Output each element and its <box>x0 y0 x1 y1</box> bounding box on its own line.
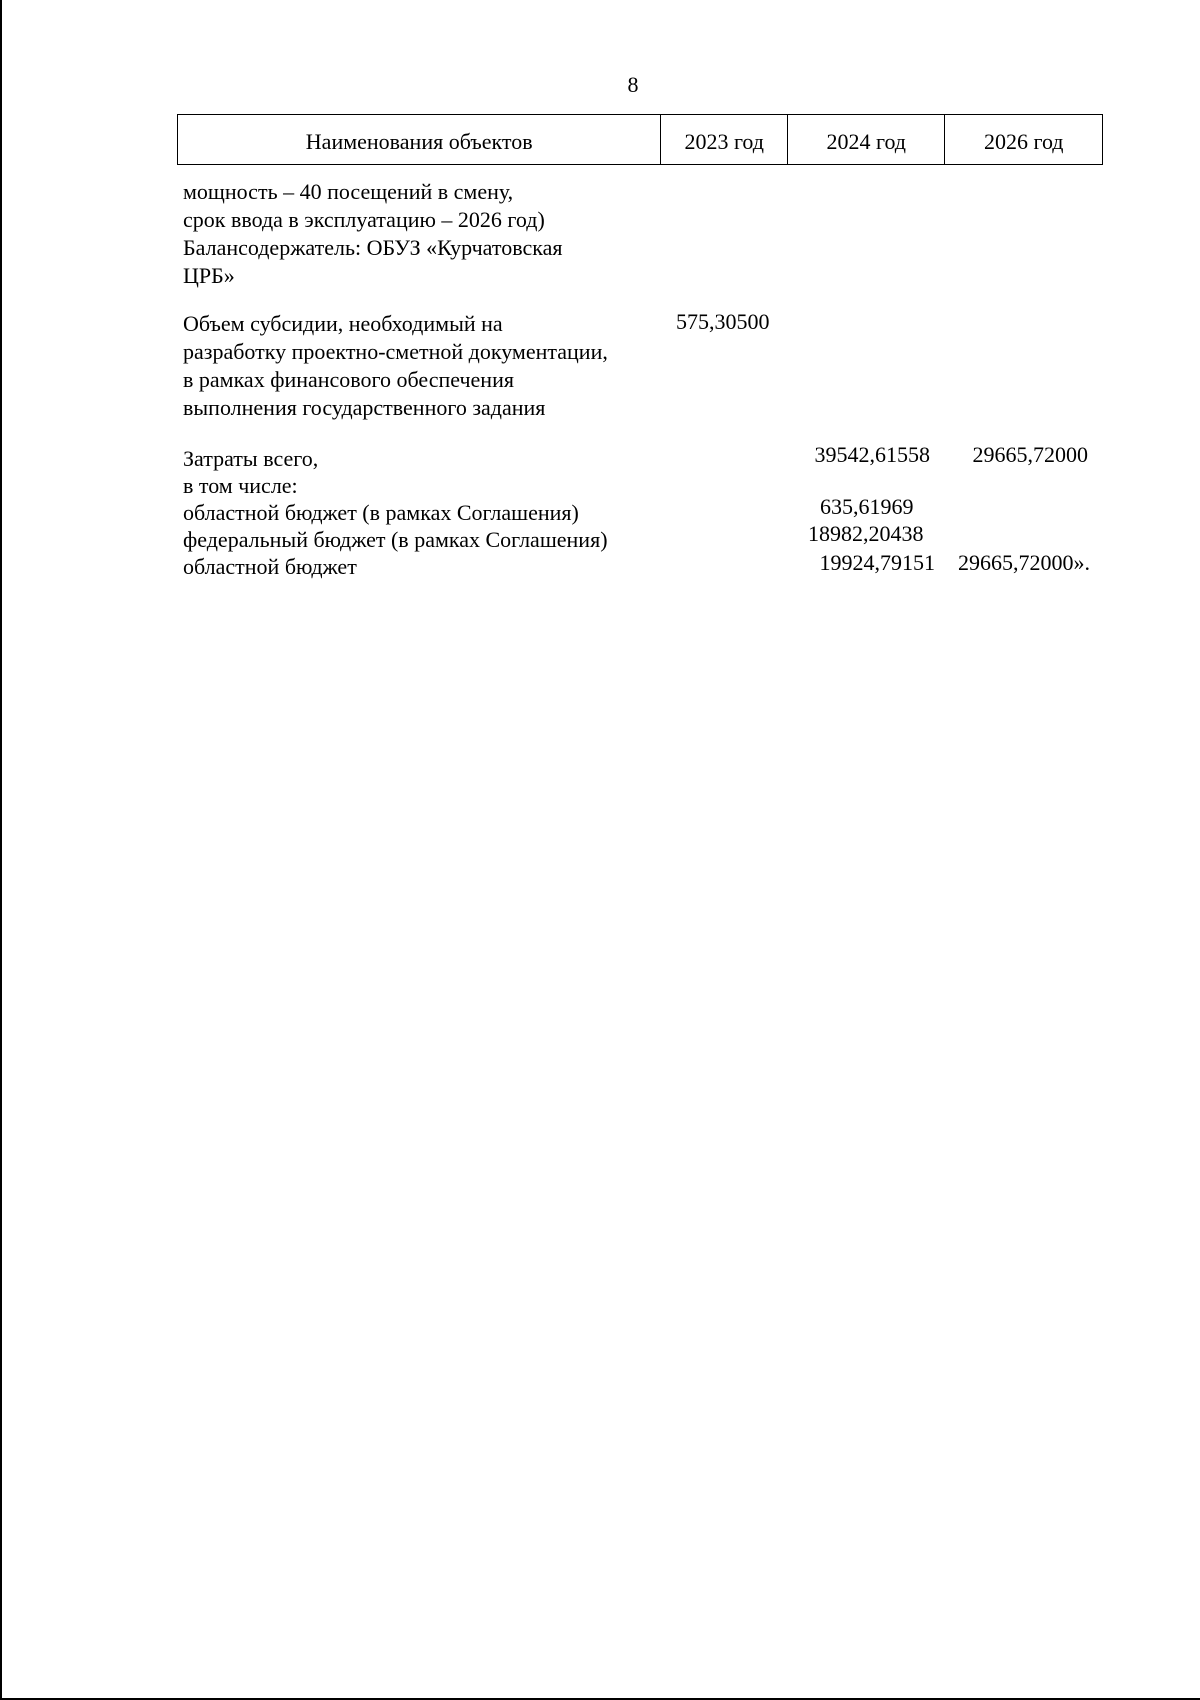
costs-total-2024: 39542,61558 <box>814 442 930 467</box>
federal-agreement-label: федеральный бюджет (в рамках Соглашения) <box>183 527 608 552</box>
regional-agreement-label: областной бюджет (в рамках Соглашения) <box>183 500 579 525</box>
header-year-2024: 2024 год <box>788 115 945 165</box>
table-header-row <box>178 115 1103 165</box>
regional-budget-2024: 19924,79151 <box>819 550 935 575</box>
costs-including-label: в том числе: <box>183 473 298 498</box>
objects-table-header <box>177 114 1103 165</box>
regional-budget-2026: 29665,72000». <box>958 550 1090 575</box>
page-left-edge <box>0 0 2 1700</box>
costs-total-label: Затраты всего, <box>183 446 319 471</box>
header-objects-name: Наименования объектов <box>178 115 661 165</box>
federal-agreement-2024: 18982,20438 <box>808 521 924 546</box>
costs-total-2026: 29665,72000 <box>972 442 1088 467</box>
page-number: 8 <box>627 72 639 97</box>
balance-holder-line: Балансодержатель: ОБУЗ «Курчатовская <box>183 235 563 260</box>
subsidy-value-2023: 575,30500 <box>676 309 770 334</box>
regional-budget-label: областной бюджет <box>183 554 357 579</box>
regional-agreement-2024: 635,61969 <box>820 494 914 519</box>
balance-holder-line-cont: ЦРБ» <box>183 263 235 288</box>
header-year-2023: 2023 год <box>661 115 788 165</box>
header-year-2026: 2026 год <box>945 115 1103 165</box>
commissioning-line: срок ввода в эксплуатацию – 2026 год) <box>183 207 545 232</box>
subsidy-line-4: выполнения государственного задания <box>183 395 546 420</box>
subsidy-line-3: в рамках финансового обеспечения <box>183 367 514 392</box>
subsidy-line-2: разработку проектно-сметной документации, <box>183 339 608 364</box>
subsidy-line-1: Объем субсидии, необходимый на <box>183 311 503 336</box>
capacity-line: мощность – 40 посещений в смену, <box>183 179 514 204</box>
